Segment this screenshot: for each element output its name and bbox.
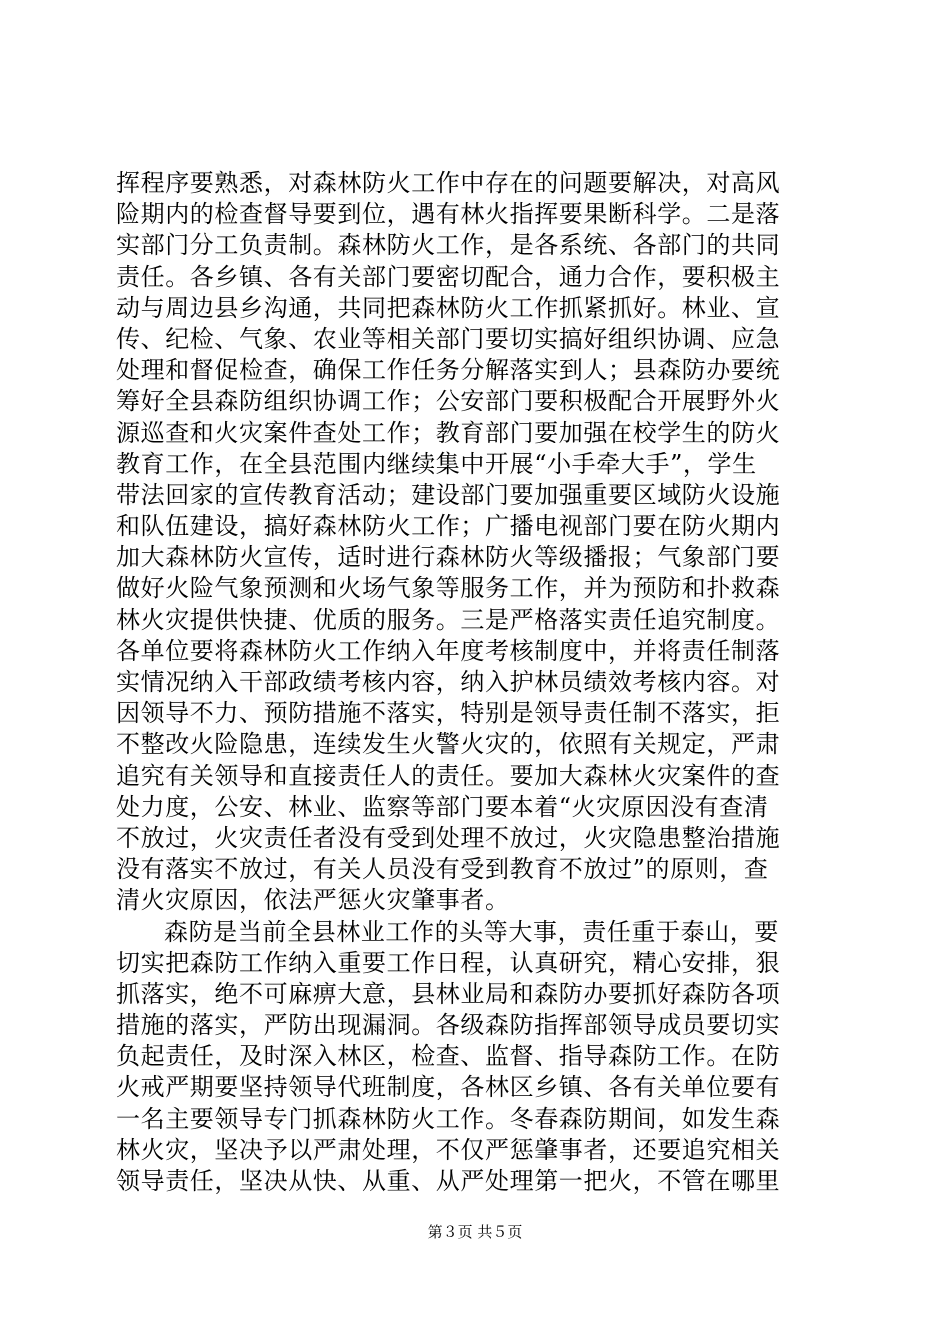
- text-line: 不放过，火灾责任者没有受到处理不放过，火灾隐患整治措施: [116, 823, 781, 852]
- text-line: 林火灾，坚决予以严肃处理，不仅严惩肇事者，还要追究相关: [116, 1135, 781, 1164]
- text-line: 抓落实，绝不可麻痹大意，县林业局和森防办要抓好森防各项: [116, 979, 781, 1008]
- text-line: 和队伍建设，搞好森林防火工作；广播电视部门要在防火期内: [116, 512, 781, 541]
- text-line: 林火灾提供快捷、优质的服务。三是严格落实责任追究制度。: [116, 605, 781, 634]
- text-line: 追究有关领导和直接责任人的责任。要加大森林火灾案件的查: [116, 761, 781, 790]
- text-line: 领导责任，坚决从快、从重、从严处理第一把火，不管在哪里: [116, 1167, 781, 1195]
- text-line: 实部门分工负责制。森林防火工作，是各系统、各部门的共同: [116, 231, 781, 260]
- text-line: 责任。各乡镇、各有关部门要密切配合，通力合作，要积极主: [116, 262, 781, 291]
- text-line: 带法回家的宣传教育活动；建设部门要加强重要区域防火设施: [116, 480, 781, 509]
- text-line: 一名主要领导专门抓森林防火工作。冬春森防期间，如发生森: [116, 1104, 781, 1133]
- text-line: 因领导不力、预防措施不落实，特别是领导责任制不落实，拒: [116, 699, 781, 728]
- text-line: 动与周边县乡沟通，共同把森林防火工作抓紧抓好。林业、宣: [116, 293, 781, 322]
- text-line: 险期内的检查督导要到位，遇有林火指挥要果断科学。二是落: [116, 200, 781, 229]
- paragraph-first-line: 森防是当前全县林业工作的头等大事，责任重于泰山，要: [164, 917, 779, 946]
- text-line: 实情况纳入干部政绩考核内容，纳入护林员绩效考核内容。对: [116, 668, 781, 696]
- text-line: 源巡查和火灾案件查处工作；教育部门要加强在校学生的防火: [116, 418, 781, 447]
- text-line: 处力度，公安、林业、监察等部门要本着“火灾原因没有查清: [116, 792, 769, 821]
- text-line: 火戒严期要坚持领导代班制度，各林区乡镇、各有关单位要有: [116, 1073, 781, 1102]
- text-line: 处理和督促检查，确保工作任务分解落实到人；县森防办要统: [116, 356, 781, 385]
- body-text: [116, 168, 836, 1197]
- page-number-footer: 第３页 共５页: [427, 1223, 523, 1241]
- text-line: 做好火险气象预测和火场气象等服务工作，并为预防和扑救森: [116, 574, 781, 603]
- text-line: 切实把森防工作纳入重要工作日程，认真研究，精心安排，狠: [116, 948, 781, 977]
- text-line: 筹好全县森防组织协调工作；公安部门要积极配合开展野外火: [116, 387, 781, 416]
- text-line: 传、纪检、气象、农业等相关部门要切实搞好组织协调、应急: [116, 324, 781, 353]
- text-line: 不整改火险隐患，连续发生火警火灾的，依照有关规定，严肃: [116, 730, 781, 759]
- text-line: 教育工作，在全县范围内继续集中开展“小手牵大手”，学生: [116, 449, 757, 478]
- text-line: 加大森林防火宣传，适时进行森林防火等级播报；气象部门要: [116, 543, 781, 572]
- text-line: 负起责任，及时深入林区，检查、监督、指导森防工作。在防: [116, 1042, 781, 1071]
- text-line: 挥程序要熟悉，对森林防火工作中存在的问题要解决，对高风: [116, 169, 781, 197]
- text-line: 清火灾原因，依法严惩火灾肇事者。: [116, 886, 510, 915]
- text-line: 措施的落实，严防出现漏洞。各级森防指挥部领导成员要切实: [116, 1011, 781, 1040]
- text-line: 没有落实不放过，有关人员没有受到教育不放过”的原则，查: [116, 855, 769, 884]
- text-line: 各单位要将森林防火工作纳入年度考核制度中，并将责任制落: [116, 636, 781, 665]
